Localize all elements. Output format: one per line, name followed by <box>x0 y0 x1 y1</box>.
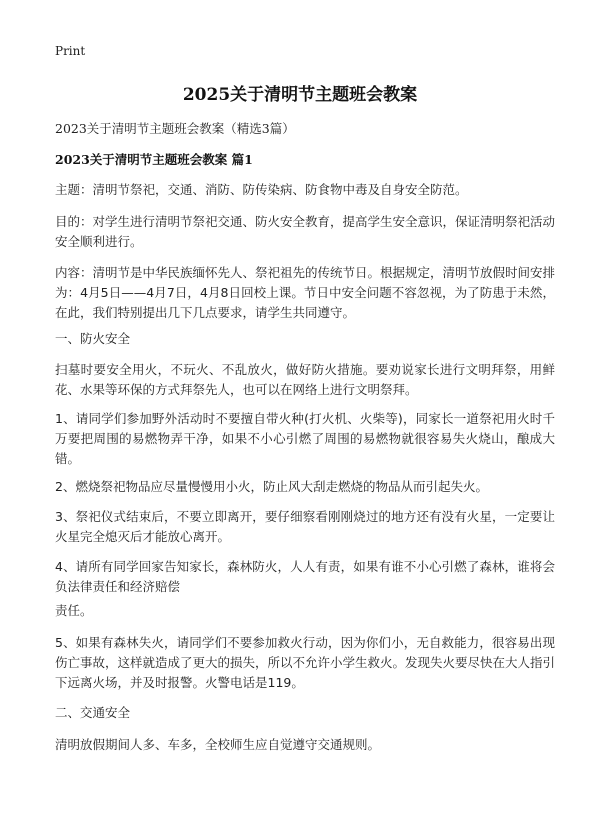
paragraph-fire-item-1: 1、请同学们参加野外活动时不要擅自带火种(打火机、火柴等)，同家长一道祭祀用火时千万要把周围的易燃物弄干净，如果不小心引燃了周围的易燃物就很容易失火烧山，酿成大错。 <box>55 411 555 466</box>
paragraph-fire-item-5: 5、如果有森林失火，请同学们不要参加救火行动，因为你们小，无自救能力，很容易出现伤亡事故，这样就造成了更大的损失，所以不允许小学生救火。发现失火要尽快在大人指引下远离火场，并及时报警。火警电话是119。 <box>55 635 556 690</box>
print-label[interactable]: Print <box>55 44 86 58</box>
section-heading: 2023关于清明节主题班会教案 篇1 <box>55 152 253 167</box>
paragraph-fire-item-3: 3、祭祀仪式结束后，不要立即离开，要仔细察看刚刚烧过的地方还有没有火星，一定要让火星完全熄灭后才能放心离开。 <box>55 509 555 544</box>
paragraph-theme: 主题：清明节祭祀，交通、消防、防传染病、防食物中毒及自身安全防范。 <box>55 182 468 197</box>
paragraph-purpose: 目的：对学生进行清明节祭祀交通、防火安全教育，提高学生安全意识，保证清明祭祀活动安全顺利进行。 <box>55 214 556 249</box>
paragraph-fire-item-4: 4、请所有同学回家告知家长，森林防火，人人有责，如果有谁不小心引燃了森林，谁将会负法律责任和经济赔偿 <box>55 559 555 594</box>
document-subtitle: 2023关于清明节主题班会教案（精选3篇） <box>55 121 295 136</box>
page-title: 2025关于清明节主题班会教案 <box>182 85 418 105</box>
paragraph-fire-item-4-cont: 责任。 <box>55 603 93 618</box>
paragraph-fire-intro: 扫墓时要安全用火，不玩火、不乱放火，做好防火措施。要劝说家长进行文明拜祭，用鲜花、水果等环保的方式拜祭先人，也可以在网络上进行文明祭拜。 <box>55 362 555 397</box>
paragraph-traffic-intro: 清明放假期间人多、车多，全校师生应自觉遵守交通规则。 <box>55 737 381 752</box>
paragraph-content: 内容：清明节是中华民族缅怀先人、祭祀祖先的传统节日。根据规定，清明节放假时间安排为：4月5日——4月7日，4月8日回校上课。节日中安全问题不容忽视，为了防患于未然，在此，我们特别提出几下几点要求，请学生共同遵守。 <box>55 265 556 320</box>
paragraph-heading-fire-safety: 一、防火安全 <box>55 331 131 346</box>
paragraph-heading-traffic-safety: 二、交通安全 <box>55 705 131 720</box>
paragraph-fire-item-2: 2、燃烧祭祀物品应尽量慢慢用小火，防止风大刮走燃烧的物品从而引起失火。 <box>55 479 488 494</box>
